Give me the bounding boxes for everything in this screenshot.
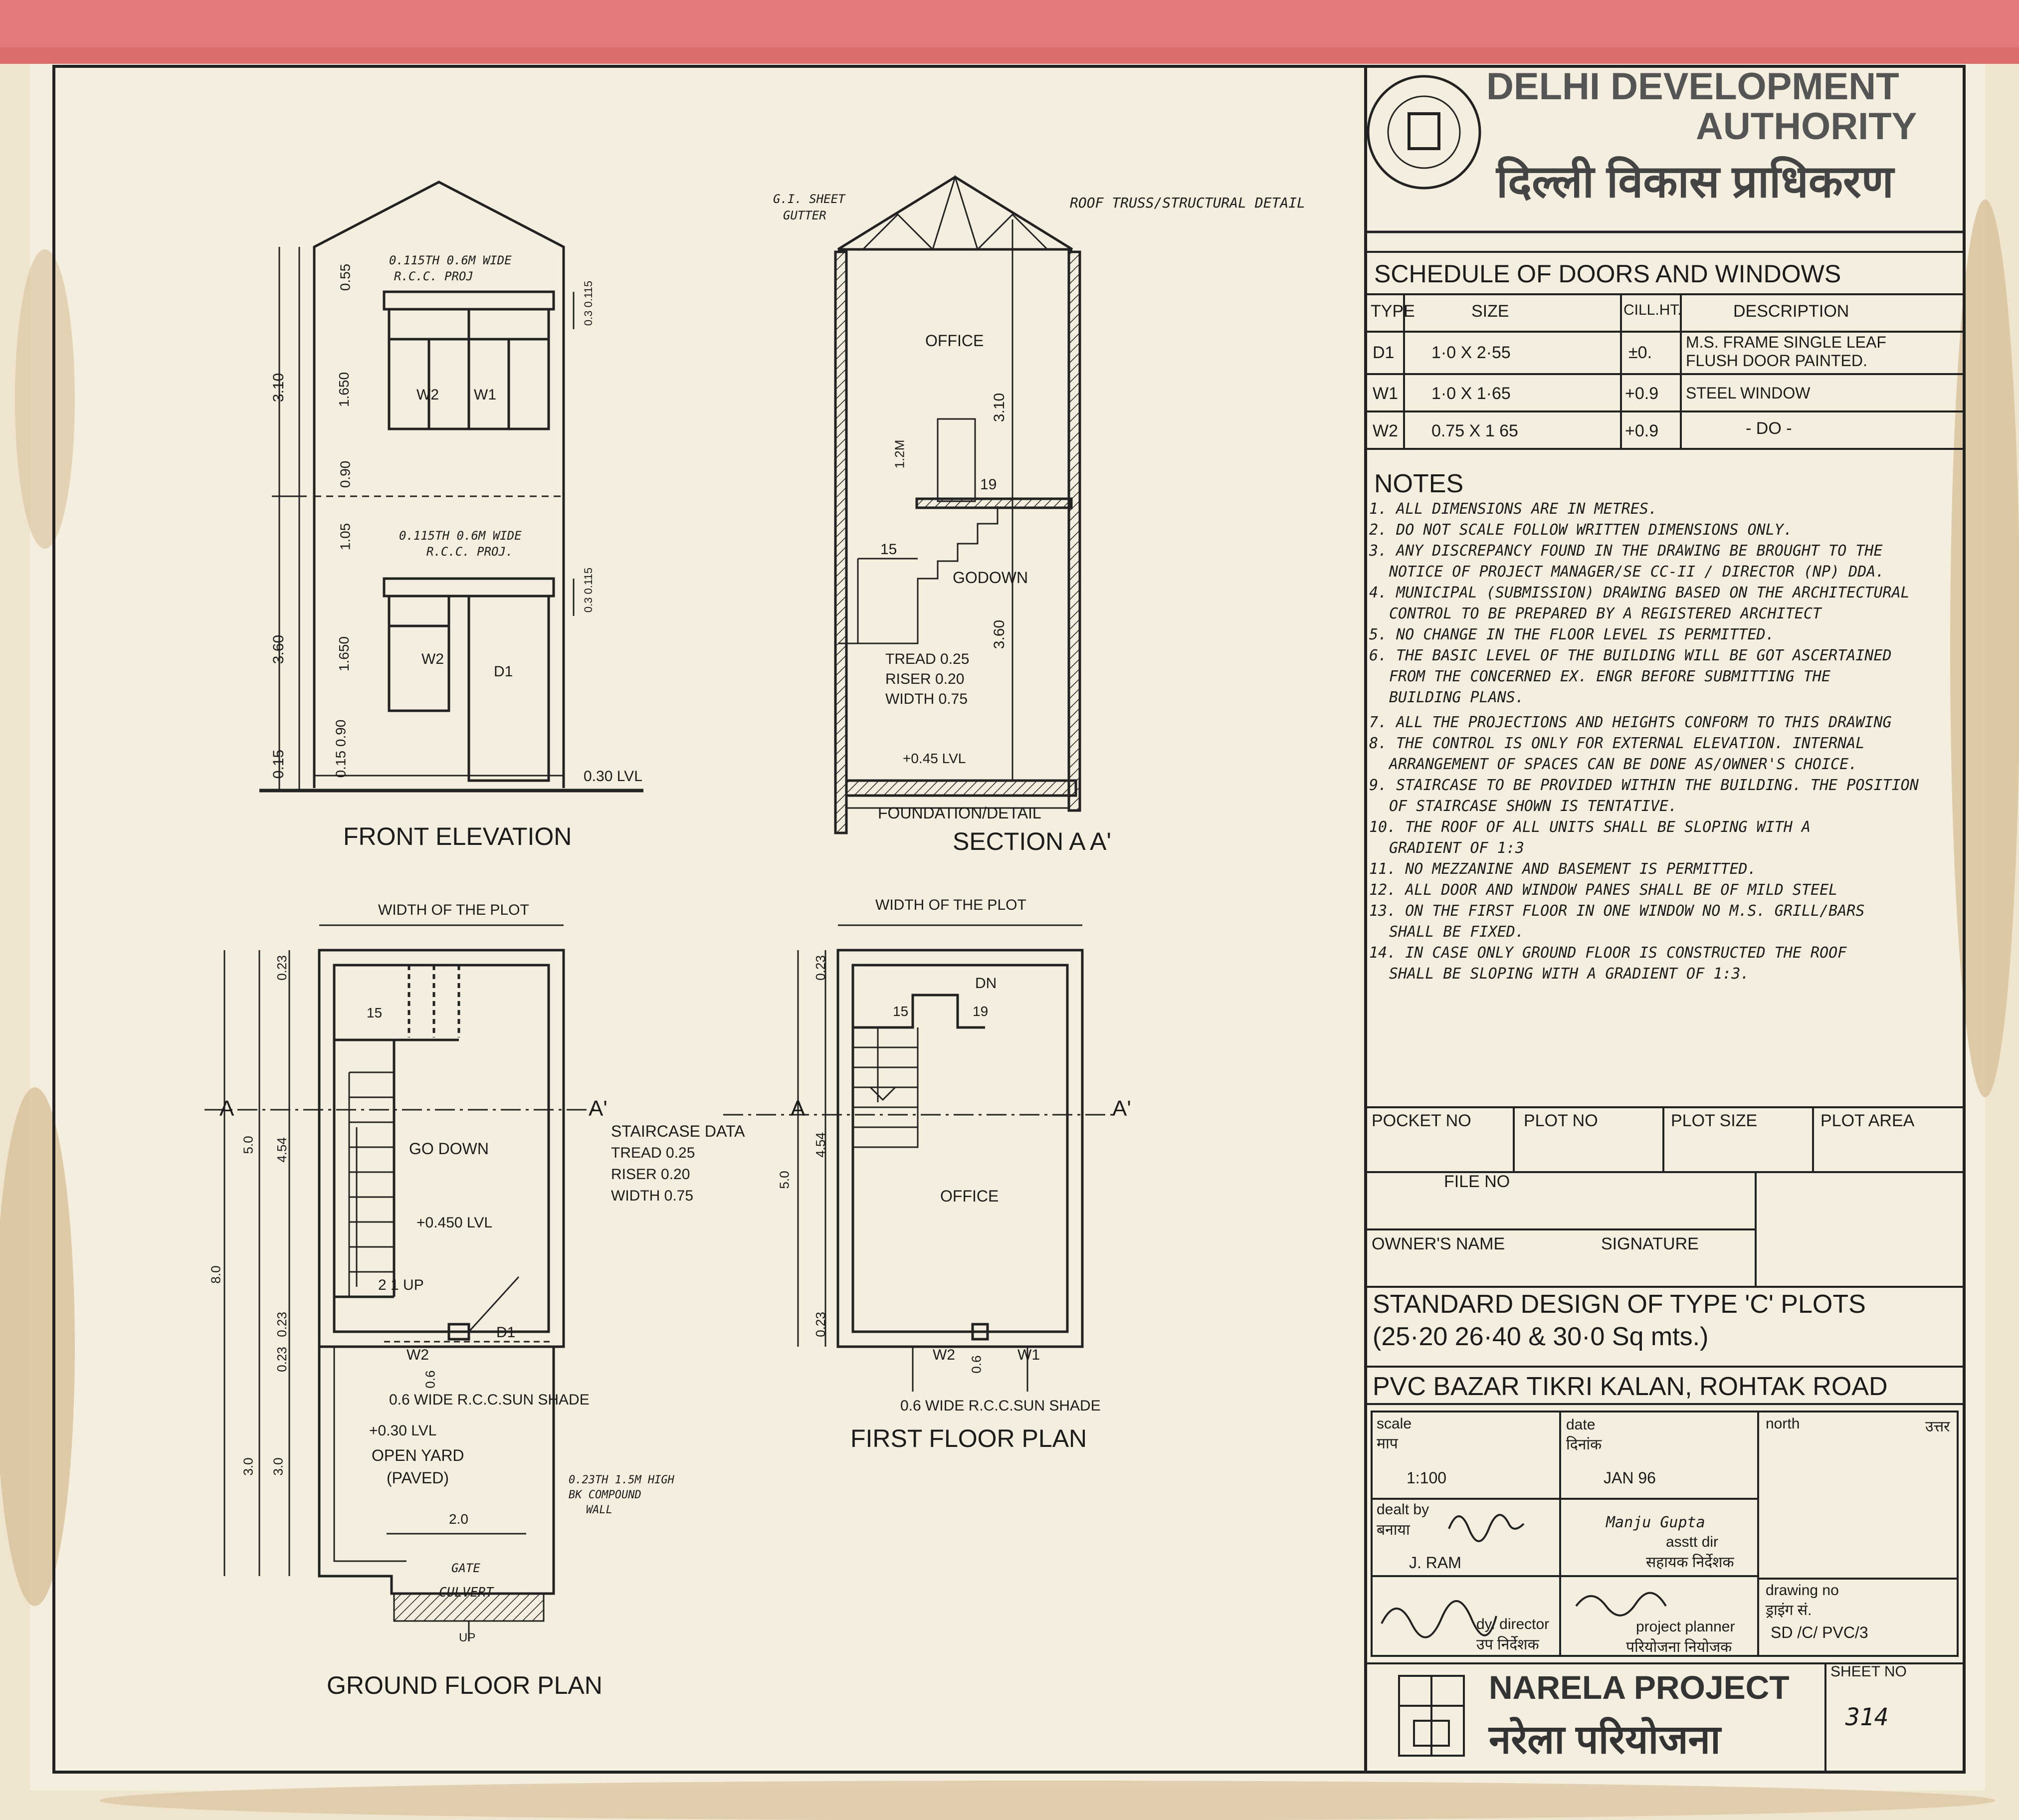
note-line: 10. THE ROOF OF ALL UNITS SHALL BE SLOPING WITH A — [1369, 818, 1811, 836]
schedule-row-cill: +0.9 — [1625, 384, 1659, 403]
note-line: 3. ANY DISCREPANCY FOUND IN THE DRAWING BE BROUGHT TO THE — [1369, 542, 1883, 560]
section-tread: TREAD 0.25 — [885, 651, 970, 667]
date-label: date — [1566, 1416, 1596, 1433]
staircase-riser: RISER 0.20 — [611, 1166, 690, 1183]
sheet-no-value: 314 — [1845, 1703, 1889, 1731]
front-proj-mid: 0.115TH 0.6M WIDE — [399, 529, 522, 543]
ground-window-w2: W2 — [406, 1347, 429, 1363]
note-line: 1. ALL DIMENSIONS ARE IN METRES. — [1369, 500, 1657, 518]
compound-wall-label: 0.23TH 1.5M HIGH — [569, 1474, 674, 1486]
asst-name: Manju Gupta — [1606, 1514, 1705, 1531]
section-step-15: 15 — [880, 541, 897, 558]
red-tape-shade — [0, 47, 2019, 64]
yard-paved: (PAVED) — [387, 1469, 449, 1487]
front-elevation-title: FRONT ELEVATION — [343, 822, 572, 850]
front-dim: 3.10 — [270, 373, 287, 403]
schedule-header-type: TYPE — [1371, 302, 1415, 321]
front-proj-top: 0.115TH 0.6M WIDE — [389, 253, 512, 267]
front-dim: 1.05 — [337, 523, 353, 551]
schedule-row-cill: +0.9 — [1625, 421, 1659, 440]
date-label-hindi: दिनांक — [1566, 1436, 1602, 1453]
note-line: OF STAIRCASE SHOWN IS TENTATIVE. — [1389, 798, 1677, 815]
schedule-row-desc: FLUSH DOOR PAINTED. — [1686, 352, 1867, 370]
ground-up: 2 1 UP — [378, 1277, 424, 1293]
window-w2-label: W2 — [416, 387, 439, 403]
culvert-up: UP — [459, 1631, 476, 1644]
scale-label: scale — [1377, 1416, 1412, 1432]
ground-level: +0.450 LVL — [416, 1214, 493, 1231]
ground-dim: 3.0 — [240, 1457, 256, 1476]
pocket-no-label: POCKET NO — [1372, 1111, 1471, 1130]
ground-dim: 0.23 — [274, 1312, 289, 1337]
gate-width: 2.0 — [449, 1511, 468, 1527]
drawing-no-label: drawing no — [1766, 1582, 1839, 1599]
section-level: +0.45 LVL — [903, 751, 966, 766]
file-no-label: FILE NO — [1444, 1172, 1510, 1191]
first-dn: DN — [975, 975, 997, 992]
schedule-header-cill: CILL.HT. — [1623, 302, 1682, 318]
schedule-row-type: W2 — [1373, 421, 1398, 440]
ground-dim: 0.23 — [274, 1347, 289, 1372]
dealt-name: J. RAM — [1409, 1554, 1461, 1572]
schedule-row-cill: ±0. — [1628, 343, 1652, 362]
compound-wall-label: BK COMPOUND — [569, 1489, 641, 1501]
ground-step-15: 15 — [367, 1005, 383, 1020]
window-w2-lower-label: W2 — [421, 651, 444, 667]
note-line: SHALL BE SLOPING WITH A GRADIENT OF 1:3. — [1389, 965, 1750, 983]
ground-dim: 0.23 — [274, 955, 289, 981]
planner-label: project planner — [1636, 1618, 1735, 1635]
scale-value: 1:100 — [1407, 1469, 1447, 1487]
gutter-label: GUTTER — [783, 208, 826, 222]
project-name-hindi: नरेला परियोजना — [1489, 1717, 1721, 1762]
stain — [15, 249, 75, 549]
gate-label: GATE — [451, 1561, 480, 1575]
signature-label: SIGNATURE — [1601, 1234, 1699, 1253]
schedule-row-size: 1·0 X 1·65 — [1431, 384, 1511, 403]
north-label-hindi: उत्तर — [1925, 1418, 1950, 1435]
note-line: 11. NO MEZZANINE AND BASEMENT IS PERMITTED. — [1369, 860, 1757, 878]
authority-name-1: DELHI DEVELOPMENT — [1486, 65, 1899, 108]
stain — [100, 1781, 1995, 1820]
dy-director-label-hindi: उप निर्देशक — [1476, 1636, 1539, 1653]
section-step-19: 19 — [980, 476, 997, 493]
asst-label-hindi: सहायक निर्देशक — [1646, 1554, 1734, 1571]
note-line: 13. ON THE FIRST FLOOR IN ONE WINDOW NO M.S. GRILL/BARS — [1369, 902, 1865, 920]
ground-dim: 5.0 — [240, 1136, 256, 1154]
first-dim: 4.54 — [812, 1132, 828, 1158]
note-line: SHALL BE FIXED. — [1389, 923, 1524, 941]
front-dim: 0.3 0.115 — [582, 280, 595, 326]
note-line: 12. ALL DOOR AND WINDOW PANES SHALL BE OF MILD STEEL — [1369, 881, 1838, 899]
schedule-row-type: W1 — [1373, 384, 1398, 403]
drawing-no-value: SD /C/ PVC/3 — [1771, 1623, 1868, 1641]
front-proj-top-2: R.C.C. PROJ — [394, 269, 473, 283]
sheet-no-label: SHEET NO — [1830, 1663, 1907, 1680]
scale-label-hindi: माप — [1377, 1435, 1398, 1452]
schedule-header-description: DESCRIPTION — [1733, 302, 1849, 321]
schedule-title: SCHEDULE OF DOORS AND WINDOWS — [1374, 260, 1841, 288]
schedule-row-desc: M.S. FRAME SINGLE LEAF — [1686, 333, 1886, 351]
note-line: CONTROL TO BE PREPARED BY A REGISTERED ARCHITECT — [1389, 605, 1821, 622]
first-office: OFFICE — [940, 1187, 999, 1205]
stain — [1950, 200, 2019, 1097]
front-dim: 1.650 — [336, 372, 352, 407]
ground-sunshade: 0.6 WIDE R.C.C.SUN SHADE — [389, 1392, 590, 1408]
plot-size-label: PLOT SIZE — [1671, 1111, 1758, 1130]
front-dim: 0.90 — [337, 460, 353, 488]
schedule-row-desc: STEEL WINDOW — [1686, 384, 1811, 402]
ground-section-a-prime: A' — [589, 1096, 607, 1121]
culvert-label: CULVERT — [439, 1585, 494, 1600]
front-dim: 0.15 — [270, 749, 287, 779]
schedule-row-size: 1·0 X 2·55 — [1431, 343, 1511, 362]
ground-dim: 8.0 — [208, 1265, 223, 1284]
front-proj-mid-2: R.C.C. PROJ. — [426, 545, 513, 559]
drawing-no-hindi: ड्राइंग सं. — [1766, 1602, 1812, 1618]
note-line: 9. STAIRCASE TO BE PROVIDED WITHIN THE BUILDING. THE POSITION — [1369, 777, 1919, 794]
dealt-label: dealt by — [1377, 1501, 1429, 1518]
dealt-label-hindi: बनाया — [1377, 1522, 1410, 1538]
first-dim: 5.0 — [777, 1171, 792, 1189]
note-line: 14. IN CASE ONLY GROUND FLOOR IS CONSTRUCTED THE ROOF — [1369, 944, 1847, 962]
window-w1-label: W1 — [474, 387, 496, 403]
section-dim: 3.10 — [991, 393, 1008, 422]
design-title: STANDARD DESIGN OF TYPE 'C' PLOTS — [1373, 1290, 1866, 1319]
note-line: NOTICE OF PROJECT MANAGER/SE CC-II / DIRECTOR (NP) DDA. — [1389, 563, 1885, 581]
note-line: 5. NO CHANGE IN THE FLOOR LEVEL IS PERMITTED. — [1369, 626, 1775, 643]
note-line: BUILDING PLANS. — [1389, 689, 1524, 706]
yard-level: +0.30 LVL — [369, 1422, 437, 1439]
schedule-row-desc: - DO - — [1746, 419, 1792, 438]
first-section-a: A — [791, 1096, 806, 1121]
staircase-tread: TREAD 0.25 — [611, 1145, 695, 1161]
ground-width-label: WIDTH OF THE PLOT — [378, 902, 529, 918]
location-title: PVC BAZAR TIKRI KALAN, ROHTAK ROAD — [1373, 1372, 1888, 1401]
ground-w06: 0.6 — [422, 1370, 438, 1389]
first-w06: 0.6 — [969, 1355, 984, 1374]
first-window-w1: W1 — [1017, 1347, 1040, 1363]
first-dim: 0.23 — [812, 1312, 828, 1337]
staircase-data-title: STAIRCASE DATA — [611, 1122, 745, 1140]
first-step-19: 19 — [973, 1004, 989, 1019]
section-godown: GODOWN — [953, 569, 1028, 587]
planner-label-hindi: परियोजना नियोजक — [1626, 1639, 1732, 1655]
plot-area-label: PLOT AREA — [1820, 1111, 1915, 1130]
ground-dim: 4.54 — [274, 1137, 289, 1163]
note-line: GRADIENT OF 1:3 — [1389, 839, 1524, 857]
section-rail: 1.2M — [892, 439, 907, 469]
first-step-15: 15 — [893, 1004, 909, 1019]
section-width: WIDTH 0.75 — [885, 691, 968, 707]
design-subtitle: (25·20 26·40 & 30·0 Sq mts.) — [1373, 1322, 1709, 1351]
gi-sheet-label: G.I. SHEET — [773, 192, 845, 206]
staircase-width: WIDTH 0.75 — [611, 1188, 694, 1204]
ground-floor-title: GROUND FLOOR PLAN — [327, 1671, 603, 1699]
date-value: JAN 96 — [1604, 1469, 1656, 1487]
dy-director-label: dy. director — [1476, 1616, 1550, 1632]
note-line: 4. MUNICIPAL (SUBMISSION) DRAWING BASED ON THE ARCHITECTURAL — [1369, 584, 1910, 602]
notes-list — [1369, 500, 1960, 986]
front-dim: 3.60 — [270, 634, 287, 664]
first-width-label: WIDTH OF THE PLOT — [875, 897, 1026, 913]
ground-door-d1: D1 — [496, 1324, 516, 1341]
door-d1-label: D1 — [494, 663, 513, 680]
section-foundation: FOUNDATION/DETAIL — [878, 804, 1041, 822]
asst-label: asstt dir — [1666, 1534, 1719, 1550]
first-dim: 0.23 — [812, 955, 828, 981]
note-line: 8. THE CONTROL IS ONLY FOR EXTERNAL ELEVATION. INTERNAL — [1369, 735, 1865, 752]
compound-wall-label: WALL — [586, 1504, 612, 1516]
first-sunshade: 0.6 WIDE R.C.C.SUN SHADE — [900, 1398, 1101, 1414]
schedule-header-size: SIZE — [1471, 302, 1509, 321]
ground-godown: GO DOWN — [409, 1140, 489, 1158]
section-office: OFFICE — [925, 332, 984, 350]
front-dim: 0.3 0.115 — [582, 567, 595, 613]
front-level: 0.30 LVL — [584, 768, 642, 785]
note-line: FROM THE CONCERNED EX. ENGR BEFORE SUBMITTING THE — [1389, 668, 1831, 685]
note-line: 7. ALL THE PROJECTIONS AND HEIGHTS CONFORM TO THIS DRAWING — [1369, 714, 1892, 731]
first-window-w2: W2 — [933, 1347, 955, 1363]
front-dim: 1.650 — [336, 636, 352, 672]
ground-dim: 3.0 — [270, 1457, 286, 1476]
north-label: north — [1766, 1416, 1800, 1432]
authority-name-2: AUTHORITY — [1696, 105, 1917, 148]
notes-title: NOTES — [1374, 469, 1464, 498]
owners-name-label: OWNER'S NAME — [1372, 1234, 1505, 1253]
schedule-row-type: D1 — [1373, 343, 1395, 362]
project-name: NARELA PROJECT — [1489, 1669, 1790, 1706]
first-section-a-prime: A' — [1112, 1096, 1131, 1121]
roof-truss-label: ROOF TRUSS/STRUCTURAL DETAIL — [1070, 195, 1306, 211]
authority-name-hindi: दिल्ली विकास प्राधिकरण — [1496, 157, 1894, 207]
ground-section-a: A — [219, 1096, 234, 1121]
first-floor-title: FIRST FLOOR PLAN — [850, 1424, 1087, 1452]
note-line: ARRANGEMENT OF SPACES CAN BE DONE AS/OWNER'S CHOICE. — [1389, 756, 1858, 773]
yard-label: OPEN YARD — [372, 1446, 464, 1464]
front-dim: 0.55 — [337, 263, 353, 291]
section-title: SECTION A A' — [953, 827, 1111, 855]
section-riser: RISER 0.20 — [885, 671, 965, 687]
front-dim: 0.15 0.90 — [333, 719, 349, 778]
plot-no-label: PLOT NO — [1524, 1111, 1598, 1130]
schedule-row-size: 0.75 X 1 65 — [1431, 421, 1518, 440]
note-line: 6. THE BASIC LEVEL OF THE BUILDING WILL BE GOT ASCERTAINED — [1369, 647, 1892, 664]
section-dim: 3.60 — [991, 619, 1008, 649]
note-line: 2. DO NOT SCALE FOLLOW WRITTEN DIMENSIONS ONLY. — [1369, 521, 1793, 539]
